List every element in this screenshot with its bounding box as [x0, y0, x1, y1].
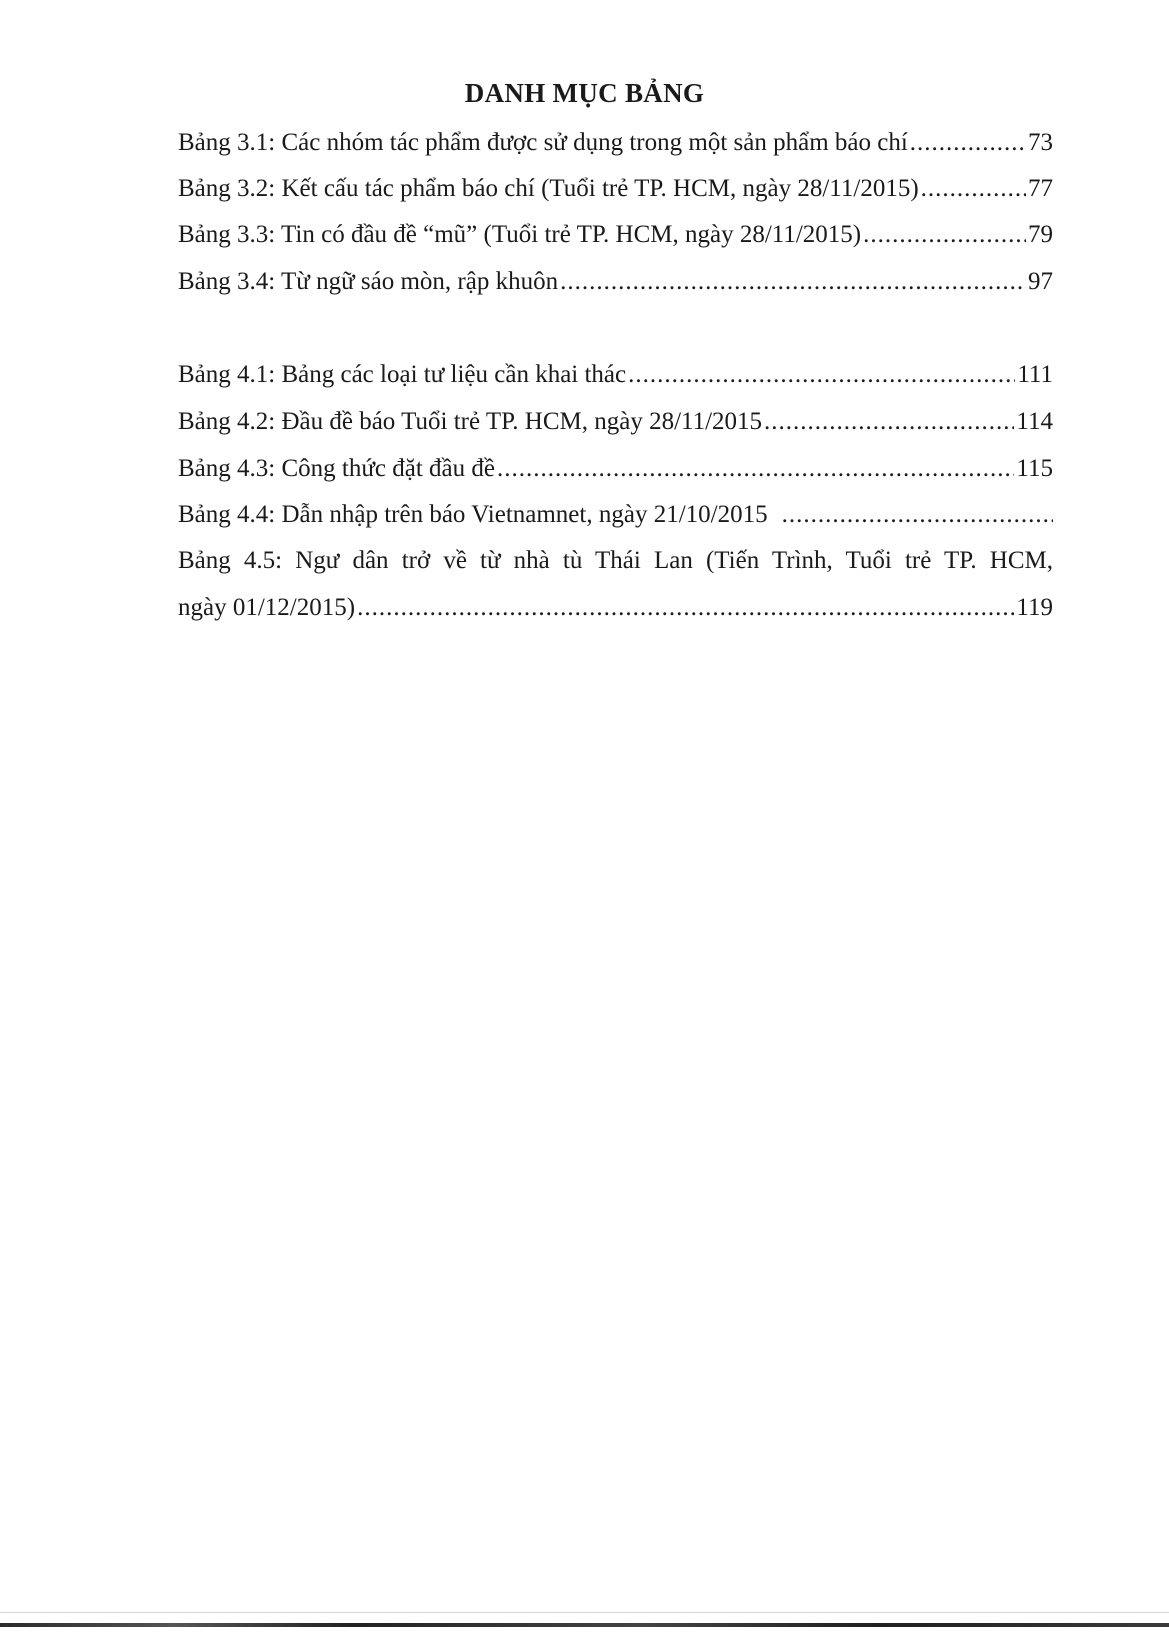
dot-leader	[628, 359, 1015, 391]
list-item	[178, 173, 1053, 205]
entry-label: Bảng 4.1: Bảng các loại tư liệu cần khai thác	[178, 361, 627, 388]
entry-page: 119	[1016, 594, 1053, 621]
entry-label: Bảng 4.5: Ngư dân trở về từ nhà tù Thái Lan (Tiến Trình, Tuổi trẻ TP. HCM,	[178, 547, 1053, 574]
entry-page: 114	[1016, 408, 1053, 435]
list-item	[178, 266, 1053, 298]
list-item	[178, 545, 1053, 577]
entry-page: 77	[1028, 175, 1053, 202]
list-item	[178, 359, 1053, 391]
list-item	[178, 499, 1053, 531]
entry-page: 115	[1016, 455, 1053, 482]
entry-label-continuation: ngày 01/12/2015)	[178, 594, 356, 621]
entry-label: Bảng 3.3: Tin có đầu đề “mũ” (Tuổi trẻ TP. HCM, ngày 28/11/2015)	[178, 221, 862, 248]
scan-edge-line	[0, 1612, 1169, 1613]
list-item	[178, 127, 1053, 159]
dot-leader	[357, 592, 1014, 624]
entry-label: Bảng 3.2: Kết cấu tác phẩm báo chí (Tuổi trẻ TP. HCM, ngày 28/11/2015)	[178, 175, 919, 202]
dot-leader	[921, 173, 1026, 205]
entry-page: 73	[1028, 129, 1053, 156]
scan-bottom-edge	[0, 1623, 1169, 1627]
entry-page: 111	[1017, 361, 1053, 388]
list-item	[178, 219, 1053, 251]
entry-label: Bảng 4.4: Dẫn nhập trên báo Vietnamnet, ngày 21/10/2015	[178, 501, 768, 528]
list-item-continuation	[178, 592, 1053, 624]
page-title: DANH MỤC BẢNG	[464, 78, 705, 108]
list-item	[178, 453, 1053, 485]
dot-leader	[863, 219, 1026, 251]
dot-leader	[497, 453, 1014, 485]
entry-page: 97	[1028, 268, 1053, 295]
entry-page: 79	[1028, 221, 1053, 248]
entry-label: Bảng 3.1: Các nhóm tác phẩm được sử dụng trong một sản phẩm báo chí	[178, 129, 908, 156]
dot-leader	[910, 127, 1026, 159]
entry-label: Bảng 4.3: Công thức đặt đầu đề	[178, 455, 495, 482]
dot-leader	[560, 266, 1026, 298]
entry-label: Bảng 3.4: Từ ngữ sáo mòn, rập khuôn	[178, 268, 559, 295]
dot-leader	[764, 406, 1014, 438]
list-item	[178, 406, 1053, 438]
entry-label: Bảng 4.2: Đầu đề báo Tuổi trẻ TP. HCM, ngày 28/11/2015	[178, 408, 763, 435]
dot-leader	[782, 499, 1053, 531]
